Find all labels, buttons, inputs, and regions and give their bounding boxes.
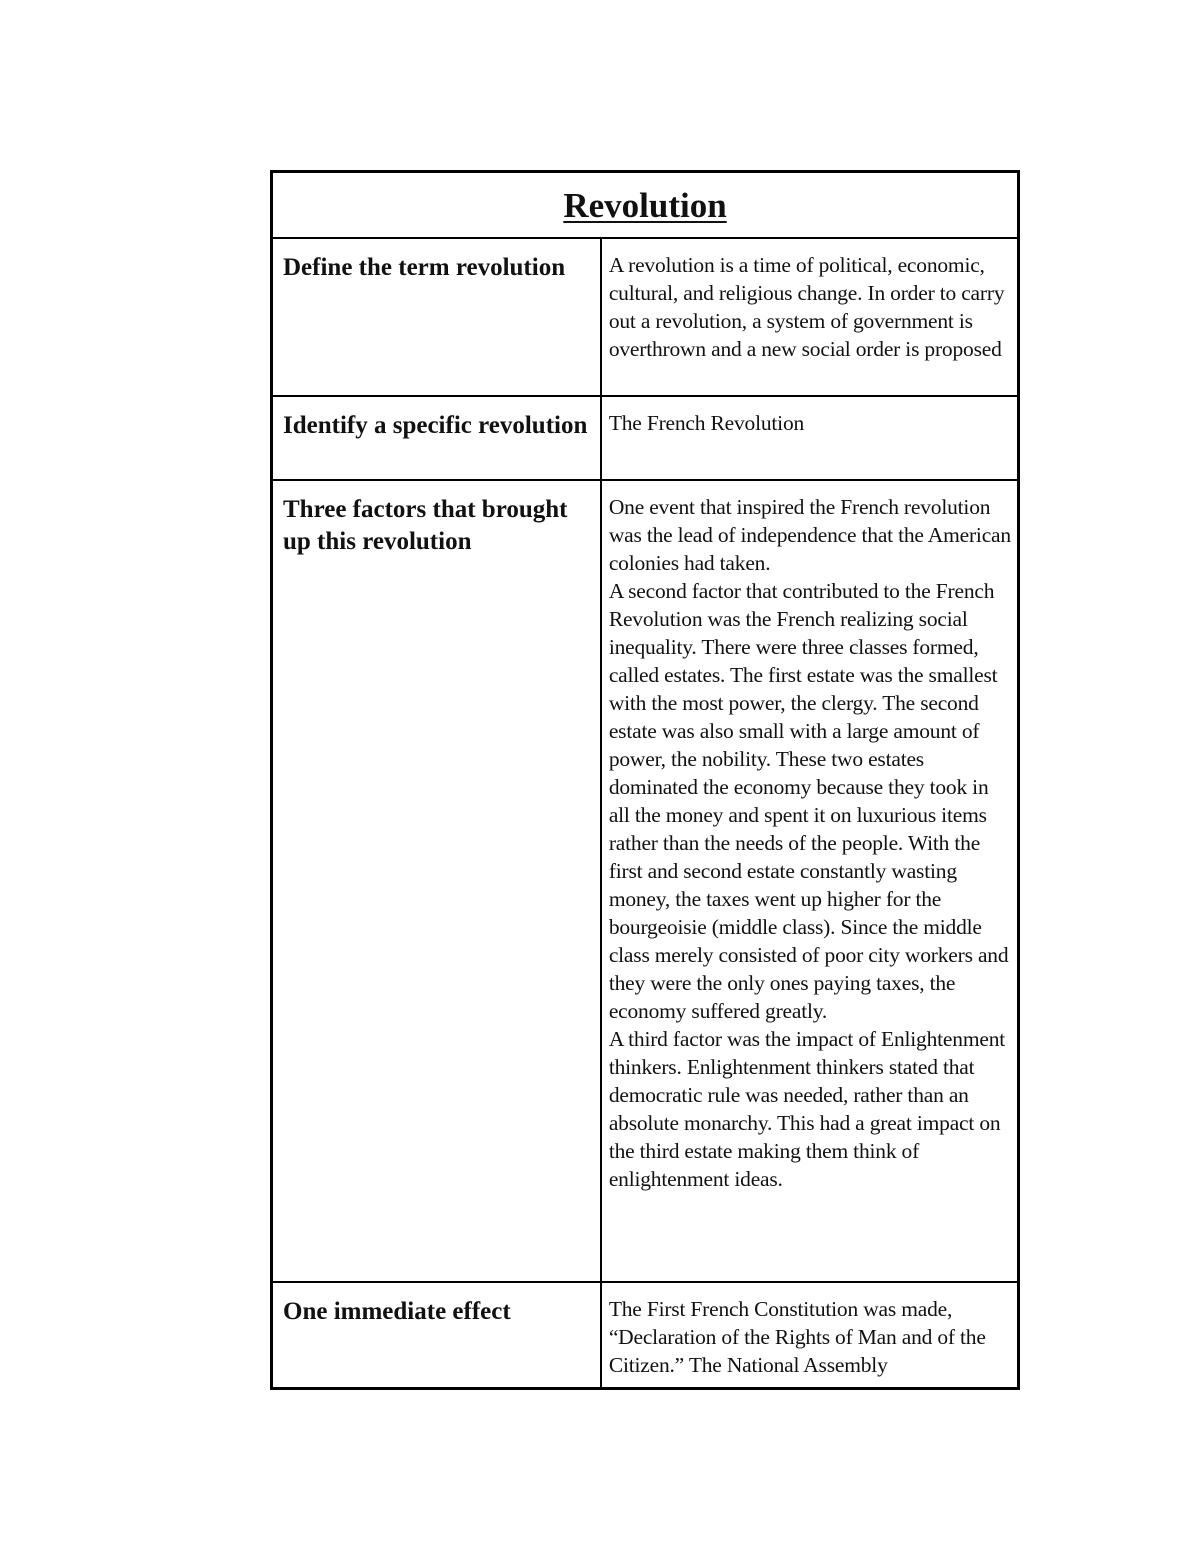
title-cell	[272, 172, 1019, 239]
row-label-cell	[272, 238, 601, 396]
row-label: One immediate effect	[283, 1298, 511, 1325]
row-answer-cell	[601, 238, 1019, 396]
row-answer	[602, 397, 1017, 445]
row-label-cell	[272, 1282, 601, 1389]
table-row	[272, 396, 1019, 480]
title-row	[272, 172, 1019, 239]
table-row	[272, 1282, 1019, 1389]
table-row	[272, 480, 1019, 1282]
answer-paragraph: One event that inspired the French revolution was the lead of independence that the American colonies had taken.	[608, 495, 1011, 575]
answer-paragraph: A third factor was the impact of Enlightenment thinkers. Enlightenment thinkers stated that democratic rule was needed, rather than an absolute monarchy. This had a great impact on the third estate making them think of enlightenment ideas.	[608, 1027, 1006, 1191]
row-label-cell	[272, 480, 601, 1282]
answer-paragraph: The French Revolution	[608, 411, 805, 435]
answer-paragraph: The First French Constitution was made, “Declaration of the Rights of Man and of the Citizen.” The National Assembly	[608, 1297, 986, 1377]
revolution-table	[270, 170, 1020, 1390]
answer-paragraph: A second factor that contributed to the French Revolution was the French realizing social inequality. There were three classes formed, called estates. The first estate was the smallest with the most power, the clergy. The second estate was also small with a large amount of power, the nobility. These two estates dominated the economy because they took in all the money and spent it on luxurious items rather than the needs of the people. With the first and second estate constantly wasting money, the taxes went up higher for the bourgeoisie (middle class). Since the middle class merely consisted of poor city workers and they were the only ones paying taxes, the economy suffered greatly.	[608, 579, 1009, 1023]
answer-paragraph: A revolution is a time of political, economic, cultural, and religious change. In order to carry out a revolution, a system of government is overthrown and a new social order is proposed	[608, 253, 1005, 361]
row-label-cell	[272, 396, 601, 480]
row-label: Identify a specific revolution	[283, 412, 588, 439]
row-label: Define the term revolution	[283, 254, 566, 281]
row-answer-cell	[601, 480, 1019, 1282]
table-title: Revolution	[563, 186, 727, 225]
table-row	[272, 238, 1019, 396]
row-answer-cell	[601, 1282, 1019, 1389]
row-answer	[602, 239, 1017, 371]
row-answer-cell	[601, 396, 1019, 480]
row-answer	[602, 1283, 1017, 1387]
row-answer	[602, 481, 1017, 1201]
row-label: Three factors that brought up this revolution	[283, 496, 568, 555]
